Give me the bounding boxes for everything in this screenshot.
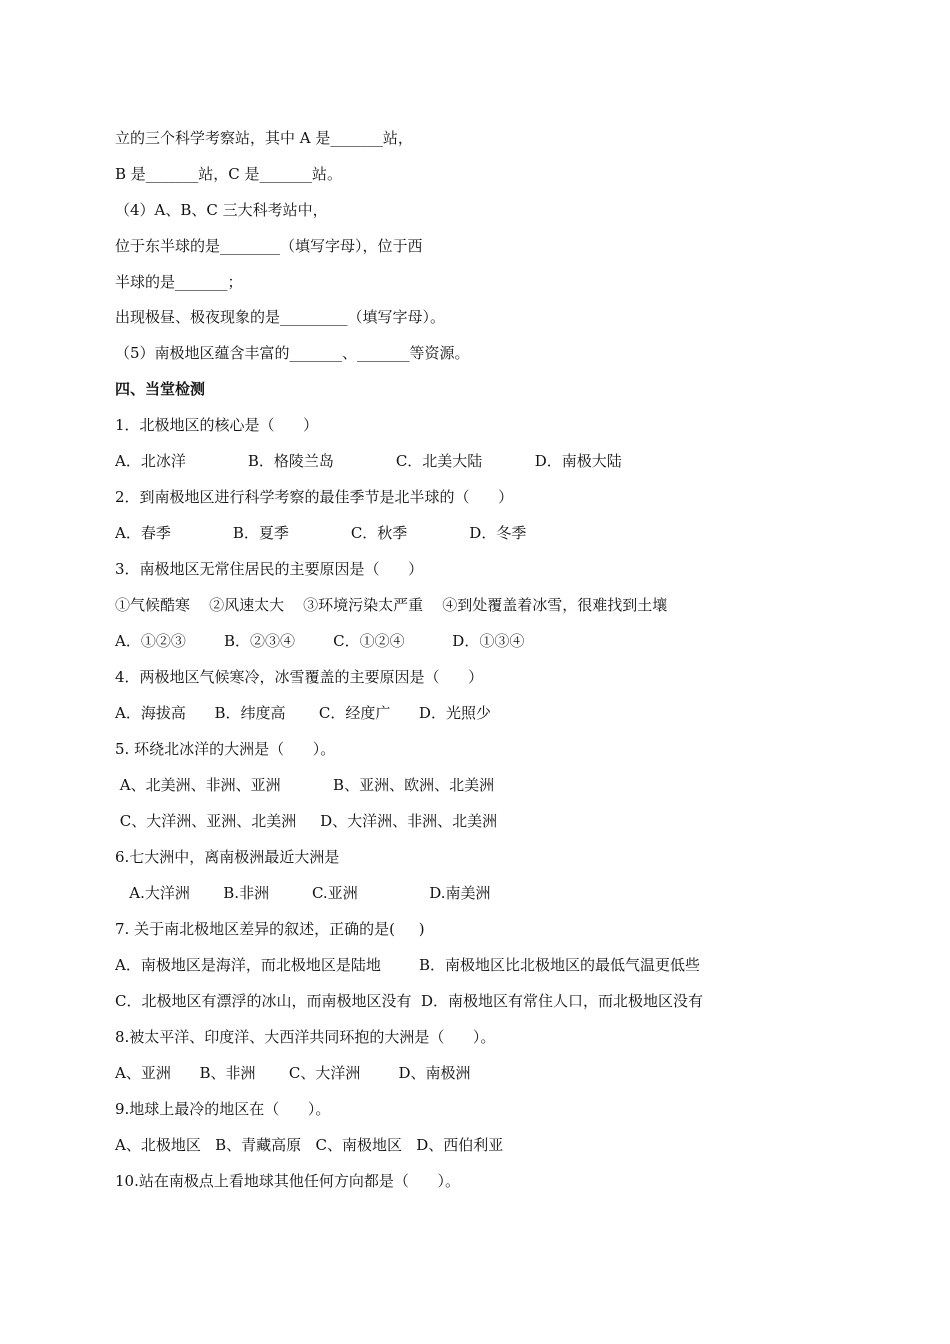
question-9: 9.地球上最冷的地区在（ ）。 <box>115 1100 331 1118</box>
question-5-options-ab: A、北美洲、非洲、亚洲 B、亚洲、欧洲、北美洲 <box>115 776 495 794</box>
question-4: 4．两极地区气候寒冷，冰雪覆盖的主要原因是（ ） <box>115 668 484 686</box>
question-6-options: A.大洋洲 B.非洲 C.亚洲 D.南美洲 <box>115 884 491 902</box>
question-3: 3．南极地区无常住居民的主要原因是（ ） <box>115 560 424 578</box>
question-2: 2．到南极地区进行科学考察的最佳季节是北半球的（ ） <box>115 488 514 506</box>
question-7: 7. 关于南北极地区差异的叙述，正确的是( ) <box>115 920 425 938</box>
question-3-statements: ①气候酷寒 ②风速太大 ③环境污染太严重 ④到处覆盖着冰雪，很难找到土壤 <box>115 596 668 614</box>
question-8-options: A、亚洲 B、非洲 C、大洋洲 D、南极洲 <box>115 1064 471 1082</box>
text-line: 出现极昼、极夜现象的是_________（填写字母）。 <box>115 308 446 326</box>
text-line: 位于东半球的是________（填写字母），位于西 <box>115 237 423 255</box>
question-1-options: A．北冰洋 B．格陵兰岛 C．北美大陆 D．南极大陆 <box>115 452 622 470</box>
text-line: （4）A、B、C 三大科考站中， <box>115 201 328 219</box>
question-2-options: A．春季 B．夏季 C．秋季 D．冬季 <box>115 524 527 542</box>
question-7-options-cd: C．北极地区有漂浮的冰山，而南极地区没有 D．南极地区有常住人口，而北极地区没有 <box>115 992 704 1010</box>
text-line: （5）南极地区蕴含丰富的_______、_______等资源。 <box>115 344 470 362</box>
text-line: B 是_______站，C 是_______站。 <box>115 165 343 183</box>
question-8: 8.被太平洋、印度洋、大西洋共同环抱的大洲是（ ）。 <box>115 1028 496 1046</box>
text-line: 半球的是_______； <box>115 273 243 291</box>
section-heading: 四、当堂检测 <box>115 380 206 398</box>
question-6: 6.七大洲中，离南极洲最近大洲是 <box>115 848 340 866</box>
question-4-options: A．海拔高 B．纬度高 C．经度广 D．光照少 <box>115 704 491 722</box>
question-9-options: A、北极地区 B、青藏高原 C、南极地区 D、西伯利亚 <box>115 1136 504 1154</box>
question-7-options-ab: A．南极地区是海洋，而北极地区是陆地 B．南极地区比北极地区的最低气温更低些 <box>115 956 701 974</box>
text-line: 立的三个科学考察站，其中 A 是_______站， <box>115 129 413 147</box>
question-5-options-cd: C、大洋洲、亚洲、北美洲 D、大洋洲、非洲、北美洲 <box>115 812 498 830</box>
question-3-options: A．①②③ B．②③④ C．①②④ D．①③④ <box>115 632 525 650</box>
question-5: 5. 环绕北冰洋的大洲是（ ）。 <box>115 740 336 758</box>
question-10: 10.站在南极点上看地球其他任何方向都是（ ）。 <box>115 1172 460 1190</box>
question-1: 1．北极地区的核心是（ ） <box>115 416 319 434</box>
